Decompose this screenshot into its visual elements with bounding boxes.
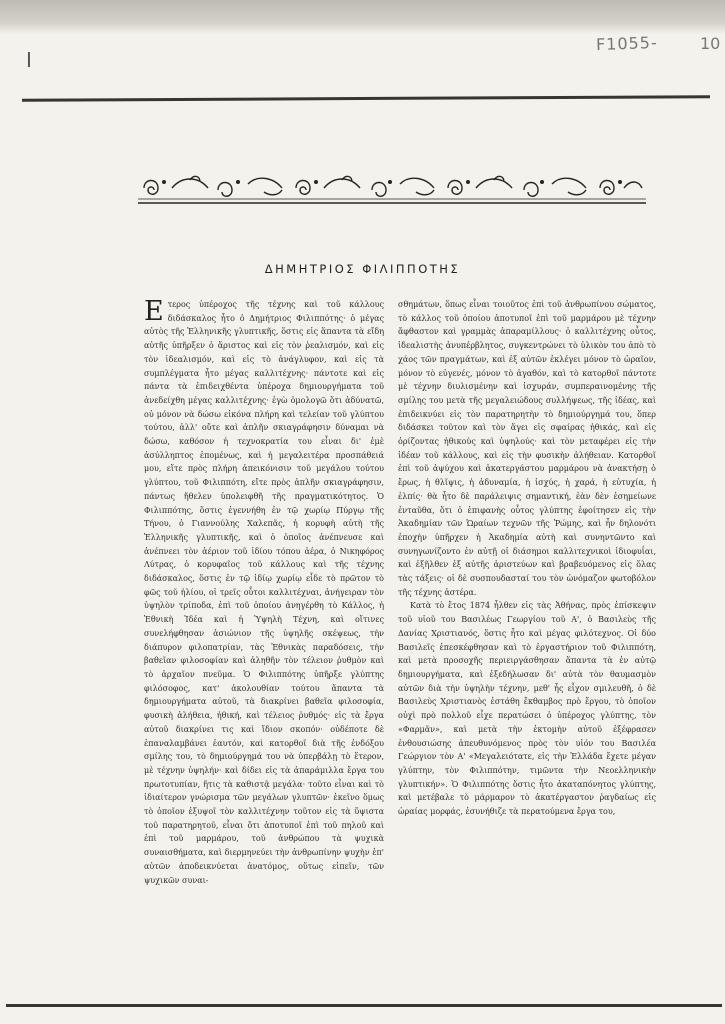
scan-top-band bbox=[0, 0, 725, 34]
margin-mark: I bbox=[26, 48, 32, 72]
right-paragraph-2: Κατὰ τὸ ἔτος 1874 ἦλθεν εἰς τὰς Ἀθήνας, πρὸς ἐπίσκεψιν τοῦ υἱοῦ του Βασιλέως Γεωργίου τοῦ Α', ὁ Βασιλεὺς τῆς Δανίας Χριστιανός, ὅστις ἦτο καὶ μέγας φιλότεχνος. Οἱ δύο Βασιλεῖς ἐπεσκέφθησαν καὶ τὸ ἐργαστήριον τοῦ Φιλιππότη, καὶ μετὰ προσοχῆς περιειργάσθησαν ἅπαντα τὰ ἐν αὐτῷ δημιουργήματα, καὶ ἐξεδήλωσαν δι' αὐτὰ τὸν θαυμασμὸν αὐτῶν διὰ τὴν ὑψηλὴν τέχνην, μεθ' ἧς εἶχον σμιλευθῆ, ὁ δὲ Βασιλεὺς Χριστιανὸς ἐστάθη ἔκθαμβος πρὸ ἔργου, τὸ ὁποῖον οὐχὶ πρὸ πολλοῦ εἶχε περατώσει ὁ ὑπέροχος γλύπτης, τὸν «Φαρμᾶν», καὶ μετὰ τὴν ἐκτομὴν αὐτοῦ ἐξέφρασεν ἐνθουσιώσης ἀπευθυνόμενος πρὸς τὸν υἱόν του Βασιλέα Γεώργιον τὸν Α' «Μεγαλειότατε, εἰς τὴν Ἑλλάδα ἔχετε μέγαν γλύπτην, τὸν Φιλιππότην, τιμῶντα τὴν Νεοελληνικὴν γλυπτικήν». Ὁ Φιλιππότης ὅστις ἦτο ἀκαταπόνητος γλύπτης, καὶ μετέβαλε τὸ μάρμαρον τὸ ἀκατέργαστον ῥαγδαίως εἰς ὡραίας μορφάς, ἐσυνήθιζε τὰ περατούμενα ἔργα του, bbox=[398, 601, 656, 817]
top-border-rule bbox=[22, 95, 710, 102]
drop-cap: Ε bbox=[144, 296, 164, 327]
decorative-header-ornament bbox=[138, 170, 646, 206]
right-paragraph-1: σθημάτων, ὅπως εἶναι τοιοῦτος ἐπὶ τοῦ ἀνθρωπίνου σώματος, τὸ κάλλος τοῦ ὁποίου ἀποτυποῖ ἐπὶ τοῦ μαρμάρου μὲ τέχνην ἄφθαστον καὶ γραμμὰς ἀπαραμίλλους· ὁ καλλιτέχνης οὗτος, ἰδεαλιστὴς ἀνυπέρβλητος, συγκεντρώνει τὸ ὑλικὸν του ἀπὸ τὸ χάος τῶν πραγμάτων, καὶ ἐξ αὐτῶν ἐκλέγει μόνον τὸ ὡραῖον, μόνον τὸ εὐγενές, μόνον τὸ ἀγαθόν, καὶ τὸ κατορθοῖ πάντοτε μὲ τέχνην διυλισμένην καὶ ἰσχυράν, συμπεραινομένης τῆς σμίλης του μετὰ τῆς μεγαλειώδους συλλήψεως, τῆς ἰδέας, καὶ ἐπιδεικνύει εἰς τὸν παρατηρητὴν τὸ δημιούργημά του, ὅπερ διδάσκει τοῦτον καὶ τὸν ἄγει εἰς σφαίρας ἠθικάς, καὶ εἰς ὁρίζοντας ἠθικοὺς καὶ ὑψηλούς· καὶ τὸν μεταφέρει εἰς τὴν ἰδέαν τοῦ κάλλους, καὶ εἰς τὴν φυσικὴν ἀλήθειαν. Κατορθοῖ ἐπὶ τοῦ ἀψύχου καὶ ἀκατεργάστου μαρμάρου νὰ ἀνακτήσῃ ὁ ἔρως, ἡ θλῖψις, ἡ ἀδυναμία, ἡ ἰσχύς, ἡ χαρά, ἡ εὐτυχία, ἡ ἐλπίς· θὰ ἦτο δὲ παράλειψις σημαντική, ἐὰν δὲν ἐσημείωνε ἐνταῦθα, ὅτι ὁ ἐπιφανὴς οὗτος γλύπτης ἐφοίτησεν εἰς τὴν Ἀκαδημίαν τῶν Ὡραίων τεχνῶν τῆς Ῥώμης, καὶ ἦν δηλονότι ἐποχὴν ὑπῆρχεν ἡ Ἀκαδημία αὐτὴ καὶ συνηντῶντο καὶ συνηγωνίζοντο ἐν αὐτῇ οἱ διάσημοι καλλιτεχνικοὶ ἰδιοφυΐαι, καὶ ἐξῆλθεν ἐξ αὐτῆς ἀριστεύων καὶ βραβευόμενος εἰς ὅλας τὰς τάξεις· οἱ δὲ συσπουδασταί του τὸν ὠνόμαζον φωτοβόλον τῆς τέχνης ἀστέρα. bbox=[398, 300, 656, 597]
right-text-column bbox=[398, 298, 656, 819]
bottom-border-rule bbox=[6, 1004, 722, 1007]
page-number: 10 bbox=[700, 34, 721, 53]
left-paragraph-text: τερος ὑπέροχος τῆς τέχνης καὶ τοῦ κάλλους διδάσκαλος ἦτο ὁ Δημήτριος Φιλιππότης· ὁ μέγας αὐτὸς τῆς Ἑλληνικῆς γλυπτικῆς, ὅστις εἰς ἅπαντα τὰ εἴδη αὐτῆς ὑπῆρξεν ὁ ἄριστος καὶ εἰς τὸν ῥεαλισμόν, καὶ εἰς τὸν ἰδεαλισμόν, καὶ εἰς τὸ ἀνάγλυφον, καὶ εἰς τὰ συμπλέγματα ἦτο μέγας καλλιτέχνης· πάντοτε καὶ εἰς πάντα τὰ ἐπιδειχθέντα ὑπέροχα δημιουργήματα τοῦ ἀνεδείχθη μέγας καλλιτέχνης· ἐγὼ ὁμολογῶ ὅτι ἀδύνατῶ, οὐ μόνον νὰ δώσω εἰκόνα πλήρη καὶ τελείαν τοῦ γλύπτου τούτου, ἀλλ' οὔτε καὶ ἁπλῆν σκιαγράφησιν δύναμαι νὰ δώσω, καθόσον ἡ τεχνοκρατία του εἶναι δι' ἐμὲ ἀσύλληπτος ἐπομένως, καὶ ἡ μεγαλειτέρα προσπάθειά μου, εἴτε πρὸς πλήρη ἀπεικόνισιν τοῦ μεγάλου τούτου γλύπτου, τοῦ Φιλιππότη, εἴτε πρὸς ἁπλῆν σκιαγράφησιν, πάντως ἤθελεν ὑπολειφθῆ τῆς πραγματικότητος. Ὁ Φιλιππότης, ὅστις ἐγεννήθη ἐν τῷ χωρίῳ Πύργῳ τῆς Τήνου, ὁ Γιαννούλης Χαλεπᾶς, ἡ κορυφὴ αὐτὴ τῆς Ἑλληνικῆς γλυπτικῆς, καὶ ὁ ὁποῖος ἀνέπνευσε καὶ ἀνέπνεει τὸν ἀέριον τοῦ ἰδίου τόπου ἀέρα, ὁ Νικηφόρος Λύτρας, ὁ κορυφαῖος τοῦ κάλλους καὶ τῆς τέχνης διδάσκαλος, ὅστις ἐν τῷ ἰδίῳ χωρίῳ εἶδε τὸ πρῶτον τὸ φῶς τοῦ ἡλίου, οἱ τρεῖς οὗτοι καλλιτέχναι, ἀνήγειραν τὸν ὑψηλὸν τρίποδα, ἐπὶ τοῦ ὁποίου ἀνηγέρθη τὸ Κάλλος, ἡ Ἐθνικὴ Ἰδέα καὶ ἡ Ὑψηλὴ Τέχνη, καὶ οἵτινες συνελήφθησαν ἀσιώνιον τῆς ὑψηλῆς σκέψεως, τὴν διάπυρον φιλοπατρίαν, τὰς Ἐθνικὰς παραδόσεις, τὴν βαθεῖαν φιλοσοφίαν καὶ ἀληθῆν τὸν τέλειον ῥυθμὸν καὶ τὸ ἀρχαῖον πνεῦμα. Ὁ Φιλιππότης ὑπῆρξε γλύπτης φιλόσοφος, κατ' ἀκολουθίαν τούτου ἅπαντα τὰ δημιουργήματα αὐτοῦ, τὰ διακρίνει βαθεῖα φιλοσοφία, φυσικὴ ἀλήθεια, ἠθική, καὶ τέλειος ῥυθμός· εἰς τὰ ἔργα αὐτοῦ διακρίνει τις καὶ ἴδιον σκοπόν· οὐδέποτε δὲ ἐπαναλαμβάνει ἑαυτόν, καὶ κατορθοῖ διὰ τῆς ἐνδόξου σμίλης του, τὸ δημιούργημά του νὰ ὑπερβάλῃ τὸ ἕτερον, μὲ τέχνην ὑψηλήν· καὶ δίδει εἰς τὰ ἀπαράμιλλα ἔργα του πρωτοτυπίαν, ἥτις τὰ καθιστᾷ μεγάλα· τοῦτο εἶναι καὶ τὸ ἰδιαίτερον γνώρισμα τῶν μεγάλων γλυπτῶν· ἐκεῖνο ὅμως τὸ ὁποῖον ἐξυψοῖ τὸν καλλιτέχνην τοῦτον εἰς τὰ ὕψιστα τοῦ παρατηρητοῦ, εἶναι ὅτι ἀποτυποῖ ἐπὶ τοῦ πηλοῦ καὶ ἐπὶ τοῦ μαρμάρου, τοῦ ἀνθρώπου τὰ ψυχικὰ συναισθήματα, καὶ διερμηνεύει τὴν ἀνθρωπίνην ψυχὴν ἐπ' αὐτῶν ἀποδεικνύεται ἀνατόμος, οὕτως εἰπεῖν, τῶν ψυχικῶν συναι- bbox=[144, 300, 384, 885]
left-text-column bbox=[144, 298, 384, 887]
left-paragraph bbox=[144, 298, 384, 887]
article-title: ΔΗΜΗΤΡΙΟΣ ΦΙΛΙΠΠΟΤΗΣ bbox=[264, 262, 461, 276]
archive-number: F1055- bbox=[595, 32, 659, 55]
